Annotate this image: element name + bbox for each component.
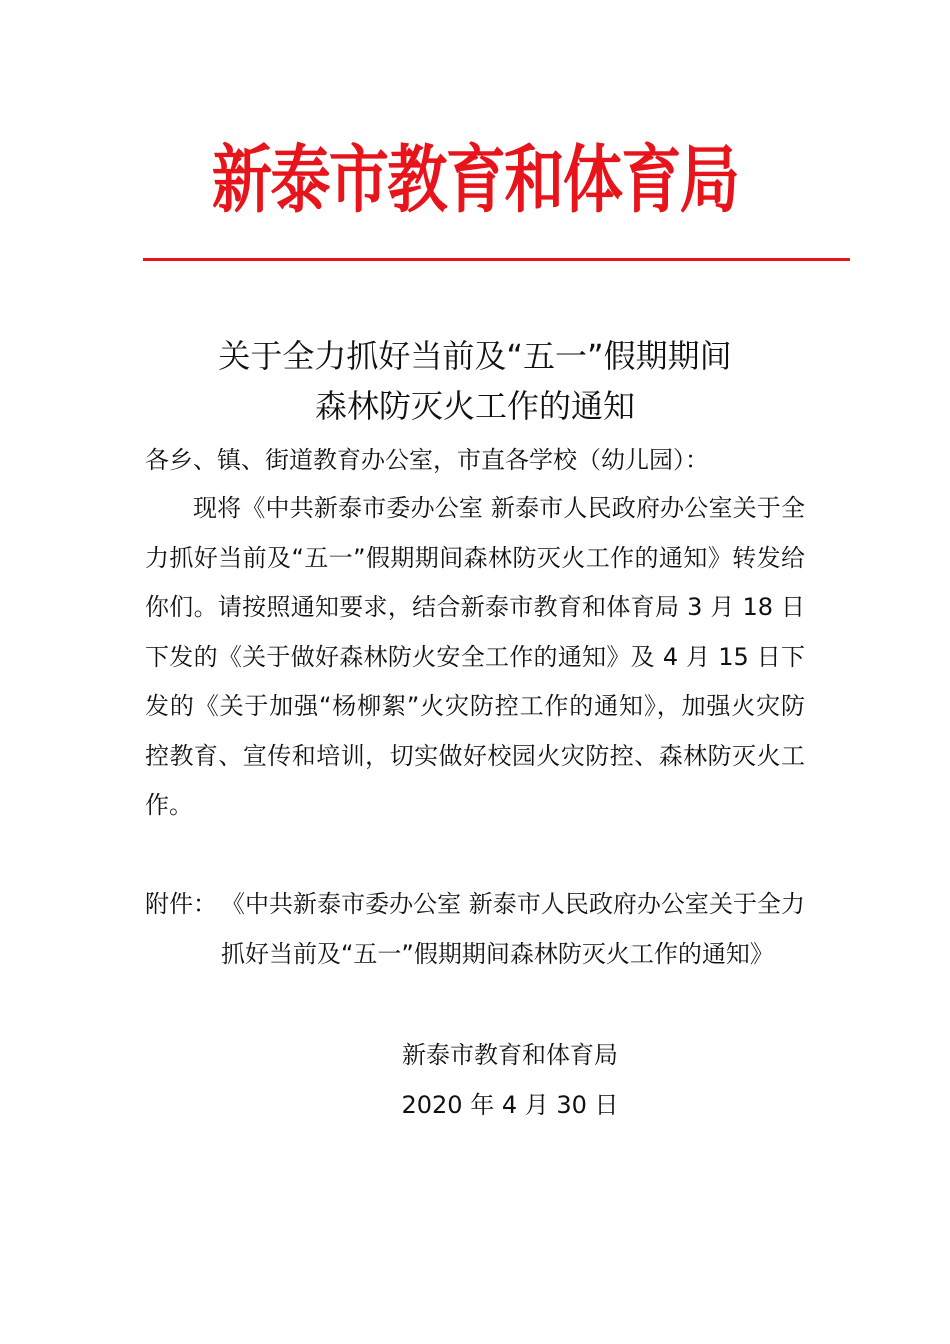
signature-organization: 新泰市教育和体育局 (402, 1041, 618, 1069)
attachment-label: 附件： (145, 890, 217, 918)
signature-date: 2020 年 4 月 30 日 (401, 1091, 619, 1119)
notice-title-line-1: 关于全力抓好当前及“五一”假期期间 (218, 337, 732, 375)
attachment-text: 《中共新泰市委办公室 新泰市人民政府办公室关于全力抓好当前及“五一”假期期间森林防灭火工作的通知》 (221, 890, 805, 968)
notice-title-line-2: 森林防灭火工作的通知 (314, 387, 635, 425)
salutation: 各乡、镇、街道教育办公室，市直各学校（幼儿园）： (145, 446, 709, 474)
letterhead-rule (143, 258, 850, 261)
body-paragraph: 现将《中共新泰市委办公室 新泰市人民政府办公室关于全力抓好当前及“五一”假期期间森林防灭火工作的通知》转发给你们。请按照通知要求，结合新泰市教育和体育局 3 月 18 日下发的《关于做好森林防火安全工作的通知》及 4 月 15 日下发的《关于加强“杨柳絮”火灾防控工作的通知》，加强火灾防控教育、宣传和培训，切实做好校园火灾防控、森林防灭火工作。 (145, 494, 805, 819)
letterhead-title: 新泰市教育和体育局 (211, 136, 739, 224)
